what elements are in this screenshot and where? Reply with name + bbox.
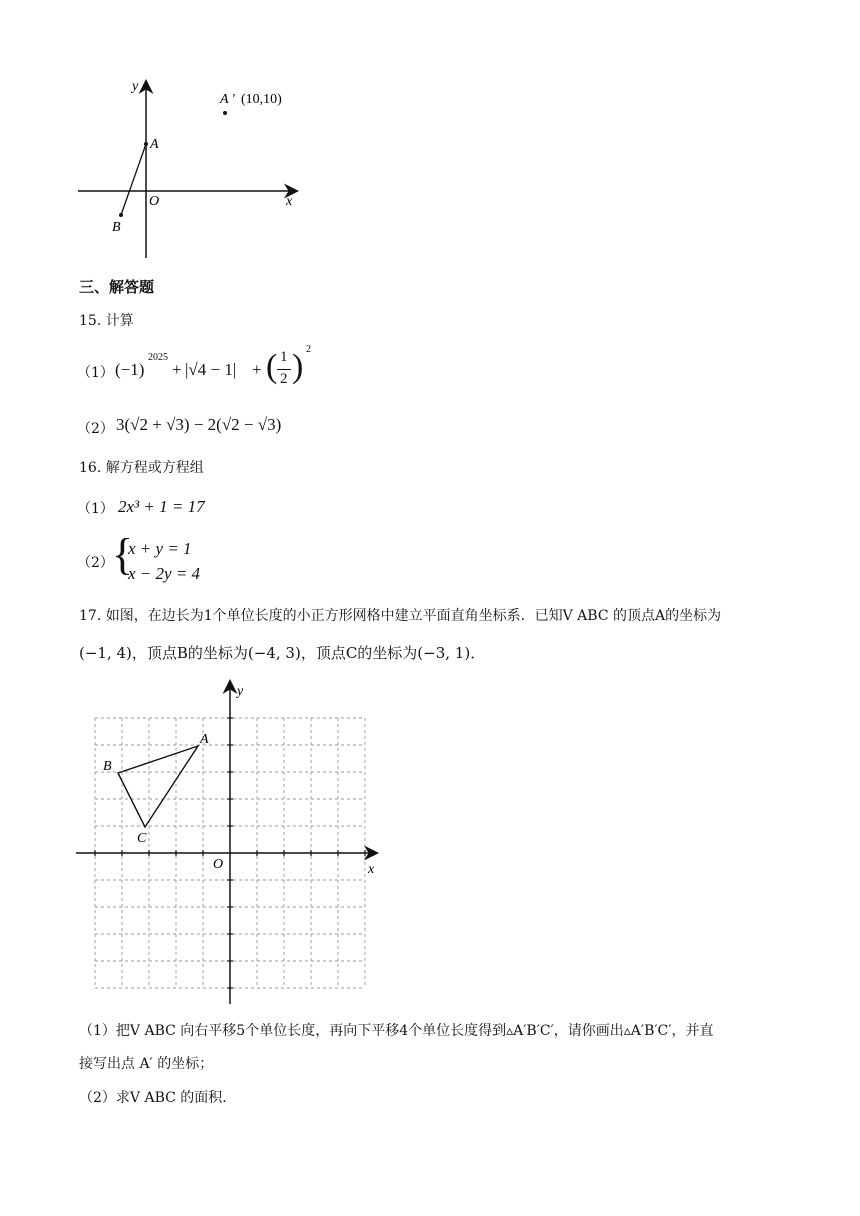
- q15-title: 15. 计算: [79, 313, 134, 329]
- grid-x-label: x: [368, 862, 375, 877]
- triangle-abc: [118, 746, 198, 827]
- q16-part2-equation1: x + y = 1: [128, 539, 192, 558]
- q16-part1-expression: 2x³ + 1 = 17: [118, 497, 205, 516]
- q15-part1-plus1: +: [172, 360, 182, 379]
- grid-y-label: y: [237, 684, 244, 699]
- point-a-prime: [223, 111, 227, 115]
- q15-part1-frac-den: 2: [280, 371, 288, 387]
- vertex-b-label: B: [103, 759, 112, 774]
- point-b-label: B: [112, 220, 121, 235]
- q16-part1-label: （1）: [77, 501, 114, 517]
- vertex-a-label: A: [200, 732, 209, 747]
- point-a-prime-label: A ′: [220, 92, 235, 107]
- point-b: [119, 213, 123, 217]
- point-a: [144, 142, 148, 146]
- x-axis-label: x: [286, 194, 293, 209]
- q15-part1-plus2: +: [252, 360, 262, 379]
- q16-part2-equation2: x − 2y = 4: [128, 564, 201, 583]
- coordinate-figure-top: [70, 72, 310, 272]
- y-axis-label: y: [132, 79, 139, 94]
- grid-origin-label: O: [213, 857, 224, 872]
- q16-part2-label: （2）: [77, 555, 114, 571]
- q15-part2-expression: 3(√2 + √3) − 2(√2 − √3): [116, 415, 282, 434]
- segment-ab: [121, 144, 146, 215]
- q17-part1-line1: （1）把V ABC 向右平移5个单位长度，再向下平移4个单位长度得到▵A′B′C′，请你画出▵A′B′C′，并直: [79, 1023, 714, 1039]
- vertex-c-label: C: [137, 831, 147, 846]
- q16-title: 16. 解方程或方程组: [79, 460, 204, 476]
- q15-part1-frac-num: 1: [280, 349, 288, 365]
- q15-part1-exponent: 2025: [148, 352, 168, 363]
- q16-part2-brace: {: [112, 530, 134, 579]
- q17-stem-line1: 17. 如图，在边长为1个单位长度的小正方形网格中建立平面直角坐标系．已知V ABC 的顶点A的坐标为: [79, 608, 722, 624]
- q17-part2: （2）求V ABC 的面积.: [79, 1090, 227, 1106]
- q15-part1-paren-open: (: [266, 348, 278, 385]
- q15-part1-paren-close: ): [292, 348, 304, 385]
- origin-label: O: [149, 194, 160, 209]
- q17-stem-line2: (−1, 4)，顶点B的坐标为(−4, 3)，顶点C的坐标为(−3, 1)．: [79, 644, 486, 662]
- q17-part1-line2: 接写出点 A′ 的坐标；: [79, 1056, 214, 1072]
- q15-part1-base: (−1): [115, 360, 145, 379]
- section-title: 三、解答题: [79, 278, 155, 296]
- point-a-prime-coord: (10,10): [241, 92, 282, 107]
- q15-part1-frac-bar: [277, 369, 291, 370]
- point-a-label: A: [150, 137, 159, 152]
- q15-part1-frac-exp: 2: [306, 344, 311, 355]
- q15-part1-label: （1）: [77, 365, 114, 381]
- q15-part2-label: （2）: [77, 421, 114, 437]
- grid-figure: [70, 676, 390, 1008]
- q15-part1-abs: |√4 − 1|: [185, 360, 237, 379]
